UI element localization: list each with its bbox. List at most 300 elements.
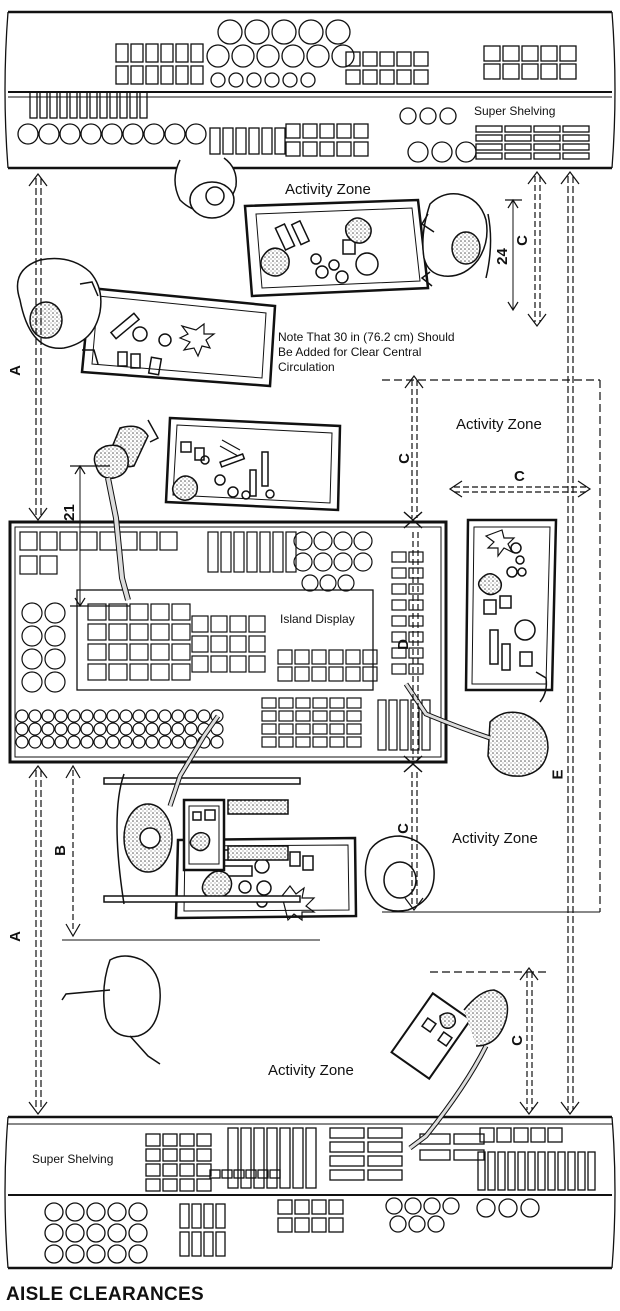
- island-box: [330, 724, 344, 734]
- island-can: [185, 710, 197, 722]
- bottom-shelving-label: Super Shelving: [32, 1152, 114, 1166]
- shelf-box: [588, 1152, 595, 1190]
- shelf-can: [405, 1198, 421, 1214]
- shelf-can: [108, 1245, 126, 1263]
- shelf-box: [505, 144, 531, 150]
- shelf-can: [66, 1245, 84, 1263]
- shelf-box: [498, 1152, 505, 1190]
- shelf-box: [484, 46, 500, 61]
- shelf-can: [386, 1198, 402, 1214]
- shelf-box: [286, 124, 300, 138]
- dim-label-21: 21: [60, 504, 78, 521]
- shelf-box: [505, 153, 531, 159]
- shelf-box: [192, 1204, 201, 1228]
- island-box: [409, 568, 423, 578]
- island-box: [296, 698, 310, 708]
- shelf-can: [45, 1245, 63, 1263]
- shelf-box: [541, 46, 557, 61]
- island-can: [334, 532, 352, 550]
- activity-zone-bottom: Activity Zone: [268, 1062, 354, 1079]
- shelf-box: [180, 1232, 189, 1256]
- shelf-box: [337, 124, 351, 138]
- island-box: [100, 532, 117, 550]
- island-can: [172, 736, 184, 748]
- shopper-top: [175, 158, 236, 218]
- shelf-can: [477, 1199, 495, 1217]
- island-can: [172, 710, 184, 722]
- island-can: [354, 553, 372, 571]
- shelf-box: [534, 144, 560, 150]
- island-can: [22, 603, 42, 623]
- island-box: [208, 532, 218, 572]
- circulation-note: Note That 30 in (76.2 cm) Should Be Added for Clear Central Circulation: [278, 330, 455, 374]
- island-can: [338, 575, 354, 591]
- shelf-box: [146, 66, 158, 84]
- shelf-box: [368, 1156, 402, 1166]
- shelf-box: [216, 1204, 225, 1228]
- shelf-can: [307, 45, 329, 67]
- shelf-box: [262, 128, 272, 154]
- island-can: [334, 553, 352, 571]
- shelf-box: [293, 1128, 303, 1188]
- shelf-can: [218, 20, 242, 44]
- shelf-box: [518, 1152, 525, 1190]
- shelf-box: [275, 128, 285, 154]
- island-can: [354, 532, 372, 550]
- island-can: [211, 736, 223, 748]
- island-box: [279, 724, 293, 734]
- shelf-box: [110, 92, 117, 118]
- shelf-box: [216, 1232, 225, 1256]
- shelf-box: [204, 1204, 213, 1228]
- island-can: [16, 710, 28, 722]
- shelf-box: [476, 126, 502, 132]
- shelf-box: [278, 1218, 292, 1232]
- island-box: [389, 700, 397, 750]
- dim-label-e: E: [549, 769, 567, 780]
- shelf-box: [380, 52, 394, 66]
- shelf-box: [40, 92, 47, 118]
- island-can: [159, 723, 171, 735]
- island-can: [22, 672, 42, 692]
- island-can: [68, 723, 80, 735]
- shelf-box: [497, 1128, 511, 1142]
- island-can: [68, 736, 80, 748]
- shelf-can: [257, 45, 279, 67]
- island-box: [234, 532, 244, 572]
- shelf-box: [286, 142, 300, 156]
- shelf-can: [456, 142, 476, 162]
- island-can: [94, 736, 106, 748]
- shelf-box: [295, 1218, 309, 1232]
- shelf-can: [245, 20, 269, 44]
- shelf-box: [116, 44, 128, 62]
- shelf-box: [380, 70, 394, 84]
- shelf-box: [120, 92, 127, 118]
- shelf-box: [100, 92, 107, 118]
- shelf-box: [30, 92, 37, 118]
- island-box: [392, 600, 406, 610]
- dim-label-24: 24: [493, 248, 511, 265]
- shelf-box: [197, 1149, 211, 1161]
- shelf-box: [522, 64, 538, 79]
- island-box: [409, 664, 423, 674]
- shelf-can: [81, 124, 101, 144]
- island-box: [20, 556, 37, 574]
- shelf-box: [568, 1152, 575, 1190]
- shelf-box: [534, 126, 560, 132]
- shelf-can: [102, 124, 122, 144]
- shelf-can: [129, 1203, 147, 1221]
- island-can: [68, 710, 80, 722]
- shelf-box: [505, 135, 531, 141]
- island-can: [294, 532, 312, 550]
- hand-basket: [392, 993, 471, 1078]
- island-can: [81, 710, 93, 722]
- shelf-can: [390, 1216, 406, 1232]
- shelf-can: [432, 142, 452, 162]
- shelf-box: [223, 128, 233, 154]
- shelf-box: [354, 142, 368, 156]
- shelf-box: [563, 144, 589, 150]
- shelf-box: [280, 1128, 290, 1188]
- island-can: [81, 723, 93, 735]
- shelf-can: [424, 1198, 440, 1214]
- shelf-box: [192, 1232, 201, 1256]
- island-can: [185, 723, 197, 735]
- shelf-box: [420, 1150, 450, 1160]
- shelf-box: [508, 1152, 515, 1190]
- cart-center: [166, 418, 340, 510]
- island-box: [80, 532, 97, 550]
- shelf-box: [130, 92, 137, 118]
- activity-zone-right-lower: Activity Zone: [452, 830, 538, 847]
- shelf-can: [332, 45, 354, 67]
- shelf-box: [330, 1128, 364, 1138]
- shelf-box: [191, 66, 203, 84]
- island-can: [314, 553, 332, 571]
- shelf-box: [180, 1204, 189, 1228]
- shelf-box: [131, 66, 143, 84]
- island-can: [146, 736, 158, 748]
- shelf-can: [408, 142, 428, 162]
- shopper-top-right: [422, 194, 491, 286]
- island-box: [409, 584, 423, 594]
- shelf-can: [45, 1203, 63, 1221]
- shelf-box: [531, 1128, 545, 1142]
- island-box: [262, 724, 276, 734]
- island-can: [29, 710, 41, 722]
- island-can: [172, 723, 184, 735]
- island-display: [10, 522, 446, 762]
- dim-label-a-lower: A: [6, 931, 24, 942]
- island-box: [330, 698, 344, 708]
- shelf-box: [560, 46, 576, 61]
- shelf-box: [197, 1164, 211, 1176]
- shelf-box: [320, 142, 334, 156]
- shelf-box: [368, 1170, 402, 1180]
- shelf-box: [60, 92, 67, 118]
- shelf-box: [70, 92, 77, 118]
- shelf-box: [180, 1164, 194, 1176]
- top-super-shelving: [5, 12, 615, 168]
- island-can: [120, 723, 132, 735]
- shelf-box: [249, 128, 259, 154]
- shelf-can: [443, 1198, 459, 1214]
- shelf-can: [283, 73, 297, 87]
- shelf-box: [197, 1179, 211, 1191]
- shelf-box: [303, 124, 317, 138]
- shelf-can: [87, 1245, 105, 1263]
- shelf-box: [176, 66, 188, 84]
- shelf-box: [254, 1128, 264, 1188]
- shelf-box: [397, 52, 411, 66]
- island-box: [392, 568, 406, 578]
- island-can: [42, 736, 54, 748]
- island-can: [45, 649, 65, 669]
- island-box: [409, 616, 423, 626]
- dim-label-c-top: C: [513, 235, 531, 246]
- island-can: [22, 649, 42, 669]
- island-box: [296, 737, 310, 747]
- island-box: [120, 532, 137, 550]
- shelf-can: [265, 73, 279, 87]
- island-can: [45, 603, 65, 623]
- shelf-can: [499, 1199, 517, 1217]
- shelf-box: [476, 135, 502, 141]
- shopper-reaching-island: [94, 420, 158, 600]
- island-box: [378, 700, 386, 750]
- island-can: [22, 626, 42, 646]
- shelf-can: [247, 73, 261, 87]
- island-box: [60, 532, 77, 550]
- shelf-box: [330, 1142, 364, 1152]
- dim-label-b: B: [51, 845, 69, 856]
- shelf-box: [278, 1200, 292, 1214]
- shopper-bottom-right: [365, 836, 507, 1148]
- island-box: [247, 532, 257, 572]
- island-box: [392, 552, 406, 562]
- island-can: [198, 710, 210, 722]
- shelf-box: [222, 1170, 232, 1178]
- shelf-box: [534, 153, 560, 159]
- shelf-box: [180, 1134, 194, 1146]
- island-box: [409, 552, 423, 562]
- shelf-box: [320, 124, 334, 138]
- island-box: [273, 532, 283, 572]
- shelf-box: [180, 1179, 194, 1191]
- island-can: [55, 736, 67, 748]
- dim-label-c-bottom: C: [508, 1035, 526, 1046]
- island-box: [313, 724, 327, 734]
- shelf-can: [207, 45, 229, 67]
- island-box: [347, 724, 361, 734]
- shelf-can: [144, 124, 164, 144]
- shelf-box: [146, 1134, 160, 1146]
- shelf-box: [267, 1128, 277, 1188]
- shelf-box: [90, 92, 97, 118]
- shelf-box: [116, 66, 128, 84]
- shelf-box: [538, 1152, 545, 1190]
- shelf-box: [397, 70, 411, 84]
- shelf-box: [234, 1170, 244, 1178]
- shelf-box: [163, 1149, 177, 1161]
- shelf-box: [180, 1149, 194, 1161]
- island-can: [107, 710, 119, 722]
- island-can: [107, 736, 119, 748]
- shelf-can: [66, 1203, 84, 1221]
- island-can: [133, 736, 145, 748]
- shelf-box: [563, 153, 589, 159]
- shelf-box: [176, 44, 188, 62]
- island-can: [133, 710, 145, 722]
- shelf-can: [87, 1224, 105, 1242]
- island-box: [296, 724, 310, 734]
- shelf-box: [480, 1128, 494, 1142]
- island-box: [262, 711, 276, 721]
- island-box: [160, 532, 177, 550]
- island-can: [45, 626, 65, 646]
- top-shelving-label: Super Shelving: [474, 104, 556, 118]
- island-can: [16, 723, 28, 735]
- shelf-box: [80, 92, 87, 118]
- cart-top-right: [245, 200, 428, 296]
- shelf-box: [563, 135, 589, 141]
- shelf-box: [146, 44, 158, 62]
- shelf-box: [488, 1152, 495, 1190]
- island-box: [279, 737, 293, 747]
- island-can: [55, 723, 67, 735]
- shelf-box: [476, 153, 502, 159]
- shelf-box: [505, 126, 531, 132]
- island-can: [159, 710, 171, 722]
- shelf-can: [129, 1245, 147, 1263]
- shelf-can: [165, 124, 185, 144]
- island-can: [29, 723, 41, 735]
- island-box: [392, 584, 406, 594]
- island-box: [221, 532, 231, 572]
- island-can: [120, 710, 132, 722]
- island-can: [146, 723, 158, 735]
- shelf-box: [548, 1128, 562, 1142]
- shelf-box: [146, 1179, 160, 1191]
- shelf-box: [330, 1170, 364, 1180]
- dim-label-d: D: [394, 639, 412, 650]
- shelf-can: [232, 45, 254, 67]
- island-can: [107, 723, 119, 735]
- island-box: [313, 698, 327, 708]
- shelf-box: [522, 46, 538, 61]
- shelf-can: [428, 1216, 444, 1232]
- cart-right: [466, 520, 556, 690]
- island-box: [140, 532, 157, 550]
- island-can: [320, 575, 336, 591]
- shelf-box: [368, 1128, 402, 1138]
- shelf-box: [363, 52, 377, 66]
- shelf-box: [528, 1152, 535, 1190]
- shelf-can: [440, 108, 456, 124]
- island-box: [40, 532, 57, 550]
- shelf-can: [326, 20, 350, 44]
- island-can: [94, 710, 106, 722]
- shelf-box: [204, 1232, 213, 1256]
- island-can: [55, 710, 67, 722]
- island-box: [392, 664, 406, 674]
- island-box: [20, 532, 37, 550]
- shelf-box: [330, 1156, 364, 1166]
- island-box: [262, 737, 276, 747]
- shelf-box: [312, 1218, 326, 1232]
- shelf-box: [140, 92, 147, 118]
- wheelchair-tray: [184, 800, 224, 870]
- island-can: [42, 710, 54, 722]
- shelf-box: [161, 44, 173, 62]
- shelf-can: [87, 1203, 105, 1221]
- shelf-box: [241, 1128, 251, 1188]
- island-box: [347, 737, 361, 747]
- shelf-box: [191, 44, 203, 62]
- shelf-can: [186, 124, 206, 144]
- shelf-box: [163, 1179, 177, 1191]
- cart-upper-left: [82, 288, 275, 386]
- shelf-box: [368, 1142, 402, 1152]
- shelf-box: [337, 142, 351, 156]
- island-box: [279, 711, 293, 721]
- island-can: [94, 723, 106, 735]
- shelf-can: [409, 1216, 425, 1232]
- shelf-box: [306, 1128, 316, 1188]
- shelf-can: [108, 1203, 126, 1221]
- shelf-can: [60, 124, 80, 144]
- shelf-can: [521, 1199, 539, 1217]
- shelf-box: [303, 142, 317, 156]
- island-box: [392, 616, 406, 626]
- bottom-super-shelving: [5, 1117, 615, 1268]
- island-display-label: Island Display: [280, 612, 355, 626]
- shelf-box: [329, 1218, 343, 1232]
- shelf-box: [146, 1149, 160, 1161]
- shelf-can: [420, 108, 436, 124]
- shelf-box: [228, 1128, 238, 1188]
- island-can: [42, 723, 54, 735]
- shelf-can: [301, 73, 315, 87]
- island-box: [313, 737, 327, 747]
- shelf-box: [312, 1200, 326, 1214]
- island-can: [146, 710, 158, 722]
- island-box: [347, 711, 361, 721]
- island-box: [279, 698, 293, 708]
- shelf-can: [400, 108, 416, 124]
- island-can: [16, 736, 28, 748]
- shelf-box: [329, 1200, 343, 1214]
- dim-label-c-mid-vertical: C: [395, 453, 413, 464]
- island-can: [29, 736, 41, 748]
- shelf-box: [146, 1164, 160, 1176]
- shelf-box: [514, 1128, 528, 1142]
- dim-label-a-upper: A: [6, 365, 24, 376]
- shelf-box: [414, 52, 428, 66]
- shelf-can: [211, 73, 225, 87]
- island-can: [45, 672, 65, 692]
- shelf-box: [163, 1164, 177, 1176]
- island-can: [120, 736, 132, 748]
- shelf-box: [548, 1152, 555, 1190]
- shelf-box: [484, 64, 500, 79]
- shelf-can: [129, 1224, 147, 1242]
- activity-zone-top: Activity Zone: [285, 181, 371, 198]
- shelf-can: [45, 1224, 63, 1242]
- shelf-box: [476, 144, 502, 150]
